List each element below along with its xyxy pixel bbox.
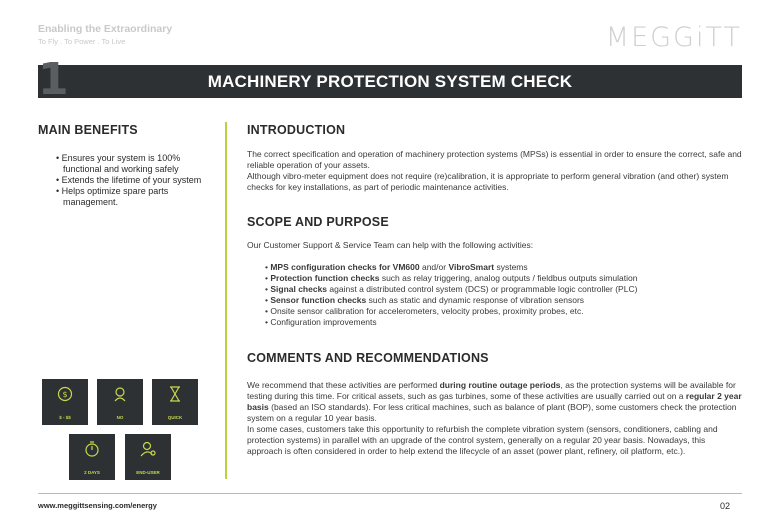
- tagline-subtitle: To Fly . To Power . To Live: [38, 37, 126, 46]
- tagline-title: Enabling the Extraordinary: [38, 23, 173, 35]
- introduction-text: [247, 149, 743, 193]
- duration-tile: [69, 434, 115, 480]
- meggitt-logo: MEGGiTT: [605, 22, 742, 53]
- tile-label: QUICK: [167, 415, 183, 420]
- list-item: • Extends the lifetime of your system: [56, 175, 216, 186]
- tile-label: NO: [116, 415, 124, 420]
- comments-paragraph: We recommend that these activities are performed during routine outage periods, as the protection systems will be available for testing during this time. For critical assets, such as gas turbines, some of these activities are usually carried out on a regular 2 year basis (based an ISO standards). For less critical machines, such as balance of plant (BOP), some customers check the protection system on a regular 10 year basis.: [247, 380, 742, 423]
- list-item: • Signal checks against a distributed control system (DCS) or programmable logic controller (PLC): [265, 284, 735, 295]
- list-item: • Onsite sensor calibration for accelerometers, velocity probes, proximity probes, etc.: [265, 306, 735, 317]
- cost-tile: [42, 379, 88, 425]
- stopwatch-icon: [84, 441, 100, 457]
- introduction-heading: INTRODUCTION: [247, 123, 346, 137]
- scope-intro: Our Customer Support & Service Team can help with the following activities:: [247, 240, 534, 250]
- list-item: • MPS configuration checks for VM600 and/or VibroSmart systems: [265, 262, 735, 273]
- no-tile: [97, 379, 143, 425]
- column-divider: [225, 122, 227, 479]
- page-number: 02: [719, 501, 730, 511]
- quick-tile: [152, 379, 198, 425]
- list-item: • Protection function checks such as relay triggering, analog outputs / fieldbus outputs simulation: [265, 273, 735, 284]
- end-user-tile: [125, 434, 171, 480]
- introduction-paragraph: The correct specification and operation of machinery protection systems (MPSs) is essential in order to ensure the correct, safe and reliable operation of your assets.: [247, 149, 742, 170]
- svg-text:$: $: [62, 390, 68, 399]
- list-item: • Helps optimize spare parts management.: [56, 186, 216, 208]
- user-icon: [140, 441, 156, 457]
- introduction-paragraph: Although vibro-meter equipment does not require (re)calibration, it is appropriate to perform general vibration (and other) system checks for key installations, as part of periodic maintenance activities.: [247, 171, 729, 192]
- benefits-list: [56, 153, 216, 208]
- list-item: • Configuration improvements: [265, 317, 735, 328]
- section-number: 1: [38, 54, 69, 105]
- list-item: • Ensures your system is 100% functional and working safely: [56, 153, 216, 175]
- page-title: MACHINERY PROTECTION SYSTEM CHECK: [207, 72, 573, 91]
- footer-url[interactable]: www.meggittsensing.com/energy: [38, 501, 157, 510]
- comments-paragraph: In some cases, customers take this opportunity to refurbish the complete vibration system (sensors, conditioners, cabling and protection systems) in parallel with an upgrade of the control system, generally on a regular 20 year basis. Nowadays, this approach is often considered in order to help extend the lifecycle of an asset (power plant, refinery, oil platform, etc.).: [247, 424, 718, 456]
- list-item: • Sensor function checks such as static and dynamic response of vibration sensors: [265, 295, 735, 306]
- hourglass-icon: [167, 386, 183, 402]
- footer-divider: [38, 493, 742, 494]
- comments-heading: COMMENTS AND RECOMMENDATIONS: [247, 351, 489, 365]
- benefits-heading: MAIN BENEFITS: [38, 123, 138, 137]
- tile-label: $ - $$: [59, 415, 71, 420]
- cost-icon: [57, 386, 73, 402]
- comments-text: [247, 380, 743, 457]
- tile-label: END-USER: [136, 470, 160, 475]
- scope-heading: SCOPE AND PURPOSE: [247, 215, 389, 229]
- tools-icon: [112, 386, 128, 402]
- scope-list: [265, 262, 735, 328]
- tagline: [38, 23, 172, 46]
- tile-label: 2 DAYS: [84, 470, 100, 475]
